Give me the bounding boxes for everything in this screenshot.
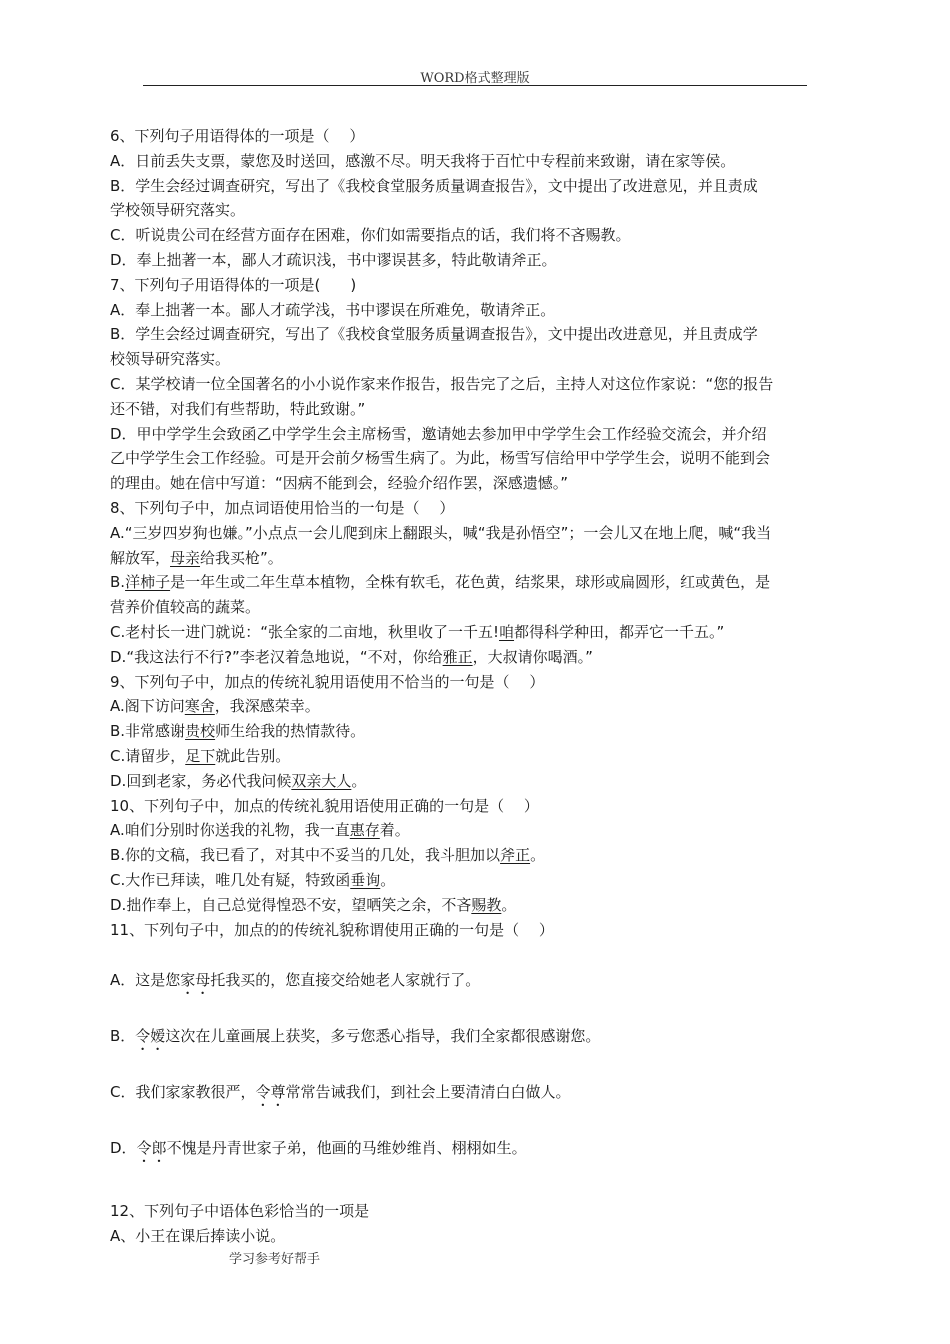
- text: D.“我这法行不行?”李老汉着急地说，“不对，你给: [110, 647, 443, 666]
- text: B．: [110, 1027, 136, 1046]
- marked-word: 斧正: [500, 846, 531, 865]
- marked-word: 贵校: [185, 722, 216, 741]
- q7-option-d-line3: 的理由。她在信中写道：“因病不能到会，经验介绍作罢，深感遗憾。”: [110, 474, 569, 493]
- document-body: [110, 124, 860, 1249]
- q7-option-c-line1: C．某学校请一位全国著名的小小说作家来作报告，报告完了之后，主持人对这位作家说：“您的报告: [110, 374, 774, 393]
- text: A．这是您: [110, 971, 181, 990]
- q7-option-a: A．奉上拙著一本。鄙人才疏学浅，书中谬误在所难免，敬请斧正。: [110, 300, 556, 319]
- q11-stem: 11、下列句子中，加点的的传统礼貌称谓使用正确的一句是（ ）: [110, 920, 554, 939]
- text: C.大作已拜读，唯几处有疑，特致函: [110, 870, 351, 889]
- text: A.阁下访问: [110, 697, 185, 716]
- text: D.拙作奉上，自己总觉得惶恐不安，望哂笑之余，不吝: [110, 895, 472, 914]
- dotted-word: 令尊: [255, 1083, 286, 1102]
- marked-word: 足下: [185, 746, 216, 765]
- text: 师生给我的热情款待。: [215, 722, 366, 741]
- text: D.回到老家，务必代我问候: [110, 771, 292, 790]
- q11-option-c: [110, 1080, 860, 1110]
- q12-stem: 12、下列句子中语体色彩恰当的一项是: [110, 1202, 370, 1221]
- marked-word: 垂询: [350, 870, 381, 889]
- q6-option-a: A．日前丢失支票，蒙您及时送回，感激不尽。明天我将于百忙中专程前来致谢，请在家等侯。: [110, 151, 736, 170]
- q10-option-a: [110, 818, 860, 843]
- q7-option-b-line1: B．学生会经过调查研究，写出了《我校食堂服务质量调查报告》，文中提出改进意见，并且责成学: [110, 325, 758, 344]
- marked-word: 洋柿子: [125, 573, 171, 592]
- q7-option-b-line2: 校领导研究落实。: [110, 350, 231, 369]
- text: 着。: [379, 821, 410, 840]
- q10-option-b: [110, 843, 860, 868]
- text: 给我买枪”。: [200, 548, 283, 567]
- q6-option-c: C．听说贵公司在经营方面存在困难，你们如需要指点的话，我们将不吝赐教。: [110, 226, 631, 245]
- text: A.咱们分别时你送我的礼物，我一直: [110, 821, 350, 840]
- marked-word: 双亲大人: [291, 771, 352, 790]
- text: 。: [501, 895, 517, 914]
- text: 。: [530, 846, 546, 865]
- text: D．: [110, 1139, 137, 1158]
- text: 解放军，: [110, 548, 171, 567]
- marked-word: 雅正: [442, 647, 473, 666]
- q7-option-d-line2: 乙中学学生会工作经验。可是开会前夕杨雪生病了。为此，杨雪写信给甲中学学生会，说明不能到会: [110, 449, 771, 468]
- text: C.请留步，: [110, 746, 186, 765]
- text: C.老村长一进门就说：“张全家的二亩地，秋里收了一千五!: [110, 622, 500, 641]
- q8-stem: 8、下列句子中，加点词语使用恰当的一句是（ ）: [110, 498, 455, 517]
- page-footer: 学习参考好帮手: [229, 1252, 321, 1267]
- q9-option-b: [110, 719, 860, 744]
- page-header: WORD格式整理版: [420, 71, 530, 86]
- text: 都得科学种田，都弄它一千五。”: [514, 622, 725, 641]
- text: ，我深感荣幸。: [214, 697, 320, 716]
- q8-option-d: [110, 645, 860, 670]
- q11-option-b: [110, 1024, 860, 1054]
- dotted-word: 令郎: [136, 1139, 167, 1158]
- text: 不愧是丹青世家子弟，他画的马维妙维肖、栩栩如生。: [166, 1139, 527, 1158]
- marked-word: 母亲: [170, 548, 201, 567]
- text: 这次在儿童画展上获奖，多亏您悉心指导，我们全家都很感谢您。: [165, 1027, 601, 1046]
- q7-option-d-line1: D．甲中学学生会致函乙中学学生会主席杨雪，邀请她去参加甲中学学生会工作经验交流会，并介绍: [110, 424, 767, 443]
- q9-option-a: [110, 694, 860, 719]
- text: C．我们家家教很严，: [110, 1083, 256, 1102]
- text: 常常告诫我们，到社会上要清清白白做人。: [285, 1083, 571, 1102]
- q8-option-c: [110, 620, 860, 645]
- text: 托我买的，您直接交给她老人家就行了。: [210, 971, 481, 990]
- marked-word: 寒舍: [184, 697, 215, 716]
- q8-option-b-line1: [110, 570, 860, 595]
- marked-word: 惠存: [349, 821, 380, 840]
- q12-option-a: A、小王在课后捧读小说。: [110, 1227, 286, 1246]
- marked-word: 咱: [499, 622, 515, 641]
- text: B.非常感谢: [110, 722, 186, 741]
- q7-option-c-line2: 还不错，对我们有些帮助，特此致谢。”: [110, 399, 366, 418]
- q11-option-a: [110, 968, 860, 998]
- q11-option-d: [110, 1136, 860, 1166]
- header-rule: [143, 85, 807, 86]
- dotted-word: 家母: [180, 971, 211, 990]
- text: B.: [110, 573, 126, 592]
- q7-stem: 7、下列句子用语得体的一项是( ): [110, 275, 357, 294]
- q10-stem: 10、下列句子中，加点的传统礼貌用语使用正确的一句是（ ）: [110, 796, 539, 815]
- q6-option-d: D．奉上拙著一本，鄙人才疏识浅，书中谬误甚多，特此敬请斧正。: [110, 250, 557, 269]
- text: 。: [380, 870, 396, 889]
- q6-option-b-line1: B．学生会经过调查研究，写出了《我校食堂服务质量调查报告》，文中提出了改进意见，并且责成: [110, 176, 758, 195]
- text: ，大叔请你喝酒。”: [472, 647, 593, 666]
- q6-option-b-line2: 学校领导研究落实。: [110, 201, 246, 220]
- q10-option-d: [110, 893, 860, 918]
- q8-option-a-line2: [110, 546, 860, 571]
- q6-stem: 6、下列句子用语得体的一项是（ ）: [110, 127, 365, 145]
- q9-option-c: [110, 744, 860, 769]
- q9-stem: 9、下列句子中，加点的传统礼貌用语使用不恰当的一句是（ ）: [110, 672, 545, 691]
- marked-word: 赐教: [471, 895, 502, 914]
- text: 。: [351, 771, 367, 790]
- text: B.你的文稿，我已看了，对其中不妥当的几处，我斗胆加以: [110, 846, 501, 865]
- text: 就此告别。: [215, 746, 291, 765]
- q10-option-c: [110, 868, 860, 893]
- dotted-word: 令嫒: [135, 1027, 166, 1046]
- q8-option-a-line1: A.“三岁四岁狗也嫌。”小点点一会儿爬到床上翻跟头，喊“我是孙悟空”；一会儿又在地上爬，喊“我当: [110, 523, 772, 542]
- q9-option-d: [110, 769, 860, 794]
- q8-option-b-line2: 营养价值较高的蔬菜。: [110, 598, 261, 617]
- text: 是一年生或二年生草本植物，全株有软毛，花色黄，结浆果，球形或扁圆形，红或黄色，是: [170, 573, 771, 592]
